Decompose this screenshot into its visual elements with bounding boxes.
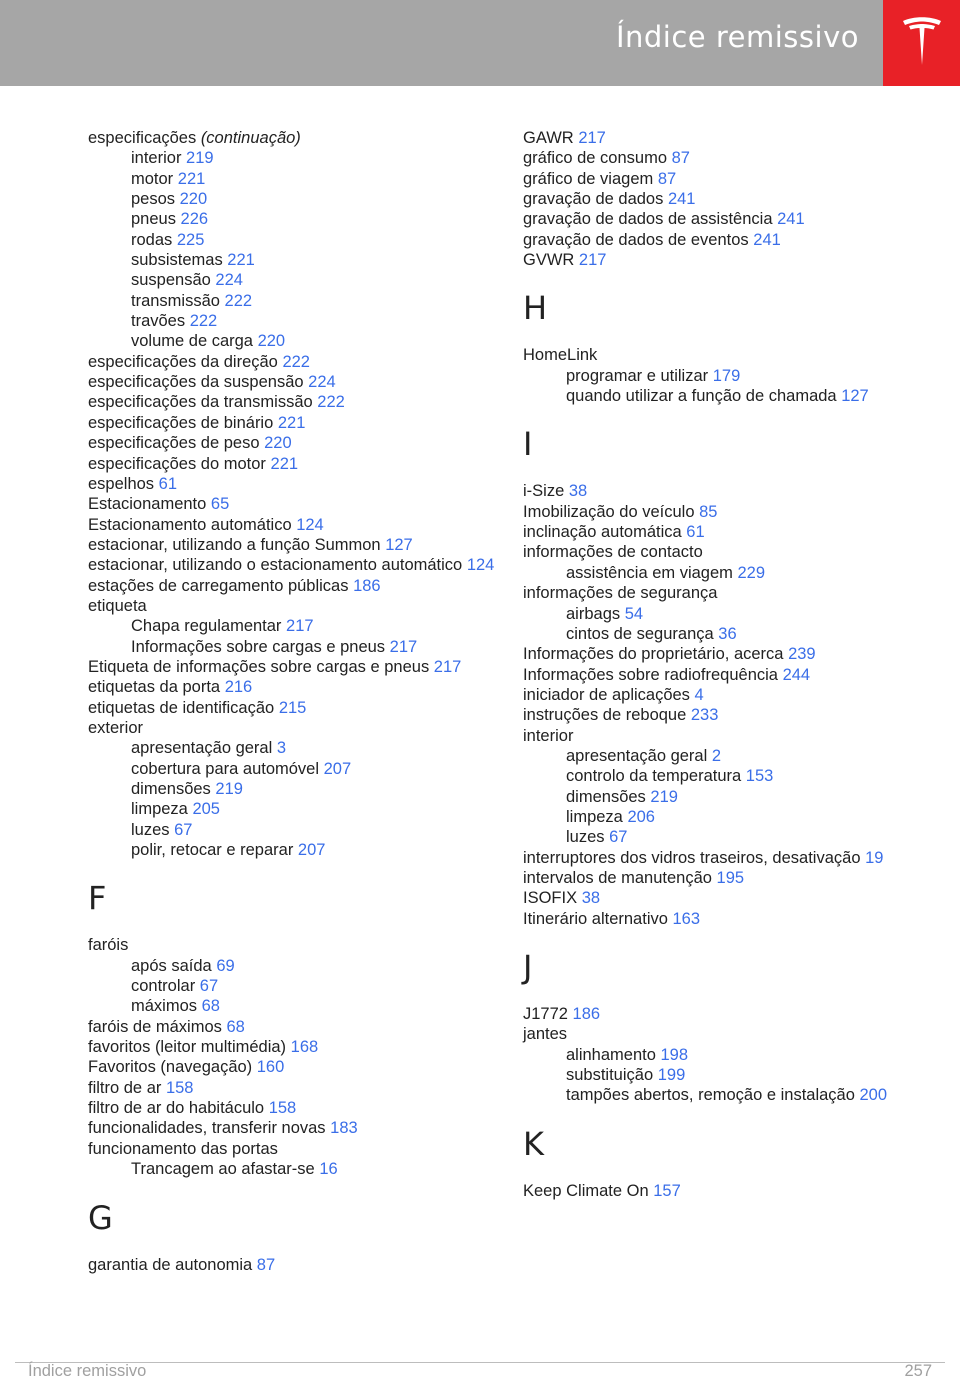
- page-link[interactable]: 38: [568, 482, 588, 501]
- index-entry: [523, 128, 933, 148]
- entry-term: especificações do motor: [88, 454, 271, 473]
- entry-term: rodas: [131, 230, 177, 249]
- index-subentry: [523, 624, 933, 644]
- page-link[interactable]: 153: [745, 767, 774, 786]
- page-link[interactable]: 207: [323, 759, 352, 778]
- entry-term: Informações do proprietário, acerca: [523, 645, 789, 664]
- index-entry: [88, 935, 498, 955]
- entry-term: gravação de dados de assistência: [523, 210, 778, 229]
- entry-term: HomeLink: [523, 346, 598, 365]
- index-subentry: [88, 799, 498, 819]
- page-link[interactable]: 219: [186, 149, 214, 168]
- entry-term: estações de carregamento públicas: [88, 576, 354, 595]
- index-entry: [88, 474, 498, 494]
- entry-term: apresentação geral: [566, 746, 712, 765]
- index-entry: [523, 345, 933, 365]
- index-subentry: [88, 738, 498, 758]
- entry-term: após saída: [131, 956, 217, 975]
- page-link[interactable]: 85: [699, 502, 718, 521]
- page-link[interactable]: 36: [718, 624, 737, 643]
- tesla-logo-icon: [901, 17, 943, 67]
- section-letter: I: [523, 425, 533, 464]
- page-link[interactable]: 219: [650, 787, 678, 806]
- index-subentry: [523, 604, 933, 624]
- page-link[interactable]: 220: [179, 190, 208, 209]
- page-link[interactable]: 195: [716, 868, 745, 887]
- page-link[interactable]: 222: [224, 291, 253, 310]
- page-link[interactable]: 217: [389, 637, 418, 656]
- index-entry: [88, 494, 498, 514]
- index-entry: [88, 576, 498, 596]
- entry-term: favoritos (leitor multimédia): [88, 1038, 291, 1057]
- footer-page-number: 257: [904, 1362, 932, 1380]
- entry-term: gráfico de viagem: [523, 169, 658, 188]
- section-letter: G: [88, 1198, 113, 1237]
- index-entry: [88, 718, 498, 738]
- entry-term: Favoritos (navegação): [88, 1058, 257, 1077]
- entry-term: gráfico de consumo: [523, 149, 672, 168]
- entry-term: GVWR: [523, 251, 579, 270]
- entry-term: alinhamento: [566, 1045, 661, 1064]
- index-subentry: [88, 148, 498, 168]
- entry-term: inclinação automática: [523, 523, 687, 542]
- index-entry: [88, 555, 498, 575]
- index-subentry: [88, 616, 498, 636]
- page-link[interactable]: 61: [686, 523, 705, 542]
- page-link[interactable]: 222: [189, 312, 218, 331]
- index-subentry: [523, 807, 933, 827]
- index-subentry: [88, 759, 498, 779]
- index-subentry: [88, 956, 498, 976]
- index-entry: [88, 515, 498, 535]
- page-link[interactable]: 124: [296, 515, 324, 534]
- index-subentry: [88, 230, 498, 250]
- entry-term: filtro de ar: [88, 1078, 166, 1097]
- page-link[interactable]: 186: [353, 576, 381, 595]
- page-link[interactable]: 241: [667, 190, 696, 209]
- page-link[interactable]: 87: [256, 1255, 276, 1274]
- index-entry: [88, 1057, 498, 1077]
- page-link[interactable]: 163: [672, 909, 701, 928]
- entry-term: exterior: [88, 718, 144, 737]
- page-link[interactable]: 65: [210, 495, 230, 514]
- entry-term: filtro de ar do habitáculo: [88, 1099, 269, 1118]
- section-letter: K: [523, 1124, 544, 1163]
- page-link[interactable]: 215: [278, 698, 307, 717]
- entry-term: Estacionamento automático: [88, 515, 297, 534]
- index-subentry: [88, 169, 498, 189]
- index-entry: [523, 644, 933, 664]
- page-link[interactable]: 241: [753, 230, 781, 249]
- entry-term: pesos: [131, 190, 180, 209]
- entry-term: gravação de dados de eventos: [523, 230, 754, 249]
- index-subentry: [523, 1045, 933, 1065]
- index-entry: [523, 169, 933, 189]
- page-link[interactable]: 168: [290, 1038, 319, 1057]
- page-link[interactable]: 160: [256, 1058, 285, 1077]
- entry-term: airbags: [566, 604, 625, 623]
- page-link[interactable]: 67: [199, 977, 219, 996]
- entry-term: pneus: [131, 210, 181, 229]
- page-link[interactable]: 68: [226, 1017, 245, 1036]
- page-link[interactable]: 229: [737, 563, 766, 582]
- index-entry: [88, 596, 498, 616]
- entry-term: estacionar, utilizando a função Summon: [88, 535, 386, 554]
- page-link[interactable]: 54: [624, 604, 644, 623]
- section-letter: H: [523, 289, 548, 328]
- index-entry: [523, 848, 933, 868]
- page-link[interactable]: 3: [276, 739, 287, 758]
- index-subentry: [88, 996, 498, 1016]
- entry-term: gravação de dados: [523, 190, 668, 209]
- index-subentry: [88, 820, 498, 840]
- entry-term: Estacionamento: [88, 495, 211, 514]
- index-subentry: [523, 366, 933, 386]
- page-link[interactable]: 217: [286, 617, 314, 636]
- entry-term: etiqueta: [88, 596, 147, 615]
- index-entry: [88, 1017, 498, 1037]
- entry-term: polir, retocar e reparar: [131, 841, 298, 860]
- entry-term: faróis de máximos: [88, 1017, 227, 1036]
- entry-term: motor: [131, 169, 178, 188]
- index-entry: [88, 392, 498, 412]
- entry-term: travões: [131, 312, 190, 331]
- page-link[interactable]: 219: [215, 780, 243, 798]
- index-subentry: [523, 1085, 933, 1105]
- entry-term: i-Size: [523, 482, 569, 501]
- index-subentry: [523, 746, 933, 766]
- page-link[interactable]: 38: [581, 889, 601, 908]
- entry-term: especificações: [88, 129, 201, 147]
- index-subentry: [88, 1159, 498, 1179]
- continuation-note: (continuação): [200, 129, 301, 147]
- entry-term: interruptores dos vidros traseiros, desativação: [523, 848, 866, 867]
- entry-term: quando utilizar a função de chamada: [566, 387, 842, 406]
- page-link[interactable]: 198: [660, 1045, 689, 1064]
- index-entry: [88, 1037, 498, 1057]
- index-entry: [523, 909, 933, 929]
- entry-term: Informações sobre cargas e pneus: [131, 637, 390, 656]
- entry-term: tampões abertos, remoção e instalação: [566, 1086, 860, 1105]
- entry-term: limpeza: [566, 807, 628, 826]
- page-link[interactable]: 226: [180, 210, 209, 229]
- entry-term: J1772: [523, 1005, 573, 1023]
- page-link[interactable]: 220: [257, 332, 286, 351]
- index-entry: [523, 1181, 933, 1201]
- entry-term: funcionalidades, transferir novas: [88, 1119, 331, 1138]
- page-link[interactable]: 217: [578, 129, 606, 147]
- index-subentry: [523, 1065, 933, 1085]
- index-subentry: [523, 787, 933, 807]
- entry-term: dimensões: [131, 780, 216, 798]
- page-link[interactable]: 216: [224, 678, 253, 697]
- entry-term: interior: [131, 149, 187, 168]
- index-entry: [523, 230, 933, 250]
- page-link[interactable]: 233: [690, 706, 719, 725]
- index-subentry: [523, 386, 933, 406]
- entry-term: faróis: [88, 936, 129, 955]
- page-link[interactable]: 225: [176, 230, 205, 249]
- page-link[interactable]: 19: [865, 848, 884, 867]
- section-letter: J: [523, 948, 533, 986]
- index-entry: [523, 522, 933, 542]
- entry-term: dimensões: [566, 787, 651, 806]
- index-entry: [523, 542, 933, 562]
- index-subentry: [88, 270, 498, 290]
- index-entry: [523, 148, 933, 168]
- index-subentry: [88, 189, 498, 209]
- brand-box: [883, 0, 960, 86]
- page-link[interactable]: 221: [270, 454, 299, 473]
- entry-term: cintos de segurança: [566, 624, 719, 643]
- page-link[interactable]: 4: [694, 685, 704, 704]
- page-link[interactable]: 221: [227, 251, 255, 270]
- entry-term: Itinerário alternativo: [523, 909, 673, 928]
- page-link[interactable]: 200: [859, 1086, 888, 1105]
- entry-term: Imobilização do veículo: [523, 502, 700, 521]
- entry-term: ISOFIX: [523, 889, 582, 908]
- index-entry: [88, 1098, 498, 1118]
- index-entry: [523, 209, 933, 229]
- index-entry: [88, 677, 498, 697]
- index-column-right: [523, 128, 933, 1201]
- entry-term: intervalos de manutenção: [523, 868, 717, 887]
- page-link[interactable]: 199: [657, 1066, 686, 1085]
- page-link[interactable]: 87: [671, 149, 690, 168]
- page-link[interactable]: 224: [308, 373, 336, 392]
- index-entry: [523, 1024, 933, 1044]
- index-entry: [523, 705, 933, 725]
- page-link[interactable]: 157: [653, 1181, 681, 1200]
- entry-term: suspensão: [131, 271, 216, 290]
- entry-term: etiquetas de identificação: [88, 698, 279, 717]
- page-link[interactable]: 222: [282, 352, 310, 371]
- page-link[interactable]: 61: [158, 474, 177, 493]
- entry-term: garantia de autonomia: [88, 1255, 257, 1274]
- footer-section-label: Índice remissivo: [28, 1362, 147, 1380]
- index-entry: [523, 665, 933, 685]
- index-entry: [88, 1118, 498, 1138]
- page-link[interactable]: 158: [268, 1099, 297, 1118]
- entry-term: Chapa regulamentar: [131, 617, 287, 636]
- entry-term: luzes: [131, 820, 175, 839]
- page-link[interactable]: 221: [177, 169, 206, 188]
- index-entry: [88, 535, 498, 555]
- index-subentry: [523, 827, 933, 847]
- page-link[interactable]: 67: [174, 820, 193, 839]
- index-entry: [523, 685, 933, 705]
- page-link[interactable]: 206: [627, 807, 655, 826]
- page-link[interactable]: 179: [712, 366, 741, 385]
- entry-term: luzes: [566, 828, 610, 847]
- entry-term: especificações de peso: [88, 434, 265, 453]
- entry-term: especificações da direção: [88, 352, 283, 371]
- entry-term: apresentação geral: [131, 739, 277, 758]
- index-entry: [523, 583, 933, 603]
- page-link[interactable]: 244: [782, 665, 811, 684]
- index-entry: [523, 868, 933, 888]
- index-subentry: [88, 311, 498, 331]
- entry-term: Trancagem ao afastar-se: [131, 1160, 320, 1179]
- entry-term: iniciador de aplicações: [523, 685, 695, 704]
- index-subentry: [88, 637, 498, 657]
- entry-term: instruções de reboque: [523, 706, 691, 725]
- entry-term: Keep Climate On: [523, 1181, 654, 1200]
- footer-divider: [15, 1362, 945, 1363]
- index-subentry: [88, 209, 498, 229]
- page-link[interactable]: 186: [572, 1005, 601, 1023]
- index-subentry: [88, 250, 498, 270]
- index-entry: [523, 502, 933, 522]
- index-entry: [88, 352, 498, 372]
- entry-term: estacionar, utilizando o estacionamento automático: [88, 556, 467, 575]
- page-link[interactable]: 221: [277, 413, 306, 432]
- index-entry: [88, 657, 498, 677]
- page-title: Índice remissivo: [615, 20, 859, 54]
- section-letter: F: [88, 879, 107, 918]
- index-entry: [523, 189, 933, 209]
- entry-term: cobertura para automóvel: [131, 759, 324, 778]
- entry-term: assistência em viagem: [566, 563, 738, 582]
- entry-term: limpeza: [131, 800, 193, 819]
- page-link[interactable]: 158: [165, 1078, 194, 1097]
- page-link[interactable]: 207: [297, 841, 326, 860]
- entry-term: controlar: [131, 977, 200, 996]
- entry-term: máximos: [131, 997, 202, 1016]
- entry-term: etiquetas da porta: [88, 678, 225, 697]
- entry-term: volume de carga: [131, 332, 258, 351]
- entry-term: controlo da temperatura: [566, 767, 746, 786]
- page-link[interactable]: 16: [319, 1160, 338, 1179]
- index-entry: [523, 481, 933, 501]
- index-subentry: [88, 779, 498, 799]
- page-link[interactable]: 87: [657, 169, 677, 188]
- entry-term: funcionamento das portas: [88, 1139, 278, 1158]
- page-link[interactable]: 68: [201, 997, 220, 1016]
- page-link[interactable]: 217: [433, 657, 462, 676]
- index-entry: [88, 413, 498, 433]
- entry-term: informações de segurança: [523, 584, 718, 603]
- index-subentry: [88, 976, 498, 996]
- entry-term: substituição: [566, 1066, 658, 1085]
- entry-term: especificações da transmissão: [88, 393, 318, 412]
- index-entry: [88, 1255, 498, 1275]
- page-link[interactable]: 2: [711, 746, 722, 765]
- page-link[interactable]: 127: [385, 535, 413, 554]
- page-link[interactable]: 205: [192, 800, 220, 819]
- page-link[interactable]: 69: [216, 956, 235, 975]
- entry-term: jantes: [523, 1025, 568, 1044]
- index-entry: [523, 726, 933, 746]
- index-entry: [88, 1139, 498, 1159]
- index-entry: [88, 372, 498, 392]
- page-link[interactable]: 224: [215, 271, 243, 290]
- entry-term: programar e utilizar: [566, 366, 713, 385]
- page-link[interactable]: 67: [609, 828, 628, 847]
- page-link[interactable]: 217: [578, 251, 607, 270]
- index-entry: [88, 454, 498, 474]
- entry-term: transmissão: [131, 291, 225, 310]
- entry-term: Etiqueta de informações sobre cargas e pneus: [88, 657, 434, 676]
- page-link[interactable]: 241: [777, 210, 805, 229]
- page-link[interactable]: 124: [466, 556, 495, 575]
- index-subentry: [88, 840, 498, 860]
- page-link[interactable]: 183: [330, 1119, 358, 1138]
- entry-term: interior: [523, 726, 574, 745]
- index-entry: [88, 1078, 498, 1098]
- index-subentry: [88, 291, 498, 311]
- entry-term: Informações sobre radiofrequência: [523, 665, 783, 684]
- index-entry: [88, 128, 498, 148]
- page-link[interactable]: 239: [788, 645, 816, 664]
- header-bar: [0, 0, 883, 86]
- index-entry: [523, 888, 933, 908]
- entry-term: informações de contacto: [523, 543, 703, 562]
- entry-term: especificações da suspensão: [88, 373, 309, 392]
- index-subentry: [523, 766, 933, 786]
- page-link[interactable]: 220: [264, 434, 292, 453]
- entry-term: espelhos: [88, 474, 159, 493]
- index-entry: [523, 1004, 933, 1024]
- index-column-left: [88, 128, 498, 1275]
- page-link[interactable]: 127: [841, 387, 869, 406]
- index-entry: [523, 250, 933, 270]
- index-entry: [88, 433, 498, 453]
- index-entry: [88, 698, 498, 718]
- entry-term: subsistemas: [131, 251, 228, 270]
- entry-term: GAWR: [523, 129, 579, 147]
- index-subentry: [523, 563, 933, 583]
- index-subentry: [88, 331, 498, 351]
- page-link[interactable]: 222: [317, 393, 345, 412]
- entry-term: especificações de binário: [88, 413, 278, 432]
